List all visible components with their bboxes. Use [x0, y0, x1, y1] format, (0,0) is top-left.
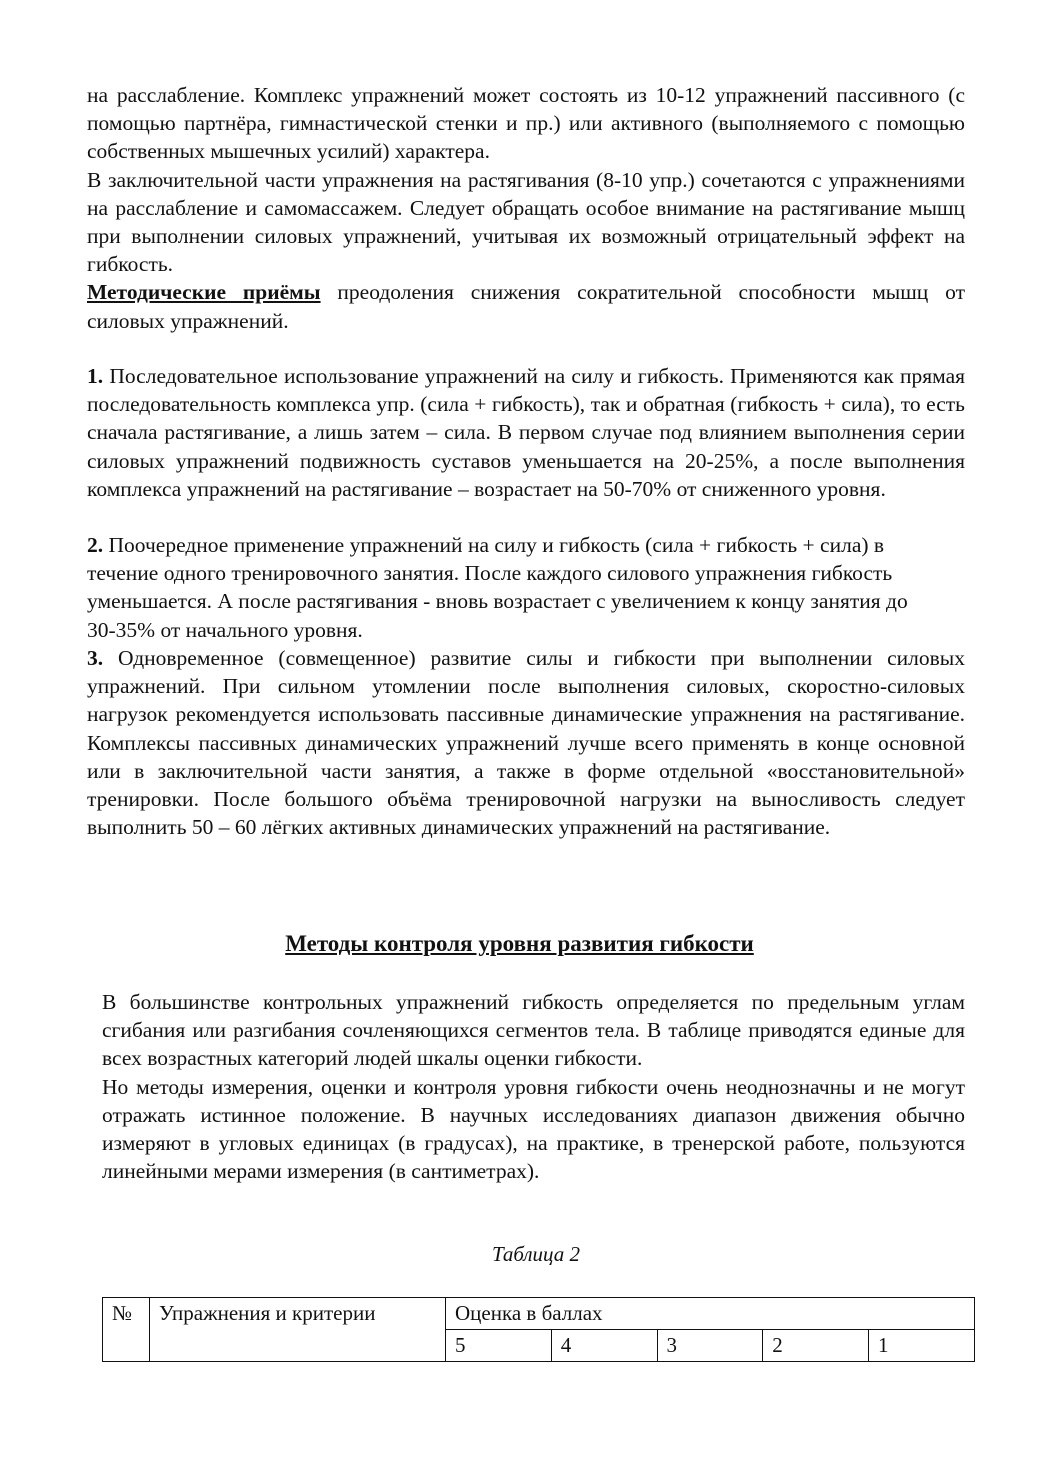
- paragraph-text: преодоления снижения сократительной способности мышц от силовых упражнений.: [87, 280, 965, 333]
- header-cell-number: №: [103, 1298, 150, 1362]
- section-paragraph: [102, 988, 965, 1185]
- numbered-item: [87, 531, 937, 644]
- paragraph-text: В большинстве контрольных упражнений гибкость определяется по предельным углам сгибания или разгибания сочленяющихся сегментов тела. В таблице приводятся единые для всех возрастных категорий людей шкалы оценки гибкости.: [102, 990, 965, 1071]
- section-title: Методы контроля уровня развития гибкости: [285, 931, 754, 956]
- item-number: 2.: [87, 533, 104, 557]
- table-caption: Таблица 2: [491, 1242, 581, 1266]
- score-cell: 1: [869, 1330, 975, 1362]
- paragraph-text: В заключительной части упражнения на растягивания (8-10 упр.) сочетаются с упражнениями на расслабление и самомассажем. Следует обращать особое внимание на растягивание мышц при выполнении силовых упражнений, учитывая их возможный отрицательный эффект на гибкость.: [87, 167, 965, 277]
- numbered-item: [87, 644, 965, 841]
- item-number: 1.: [87, 364, 104, 388]
- paragraph-text: на расслабление. Комплекс упражнений может состоять из 10-12 упражнений пассивного (с помощью партнёра, гимнастической стенки и пр.) или активного (выполняемого с помощью собственных мышечных усилий) характера.: [87, 83, 965, 164]
- item-text: Одновременное (совмещенное) развитие силы и гибкости при выполнении силовых упражнений. При сильном утомлении после выполнения силовых, скоростно-силовых нагрузок рекомендуется использовать пассивные динамические упражнения на растягивание. Комплексы пассивных динамических упражнений лучше всего применять в конце основной или в заключительной части занятия, а также в форме отдельной «восстановительной» тренировки. После большого объёма тренировочной нагрузки на выносливость следует выполнить 50 – 60 лёгких активных динамических упражнений на растягивание.: [87, 646, 965, 840]
- item-text: Поочередное применение упражнений на силу и гибкость (сила + гибкость + сила) в течение одного тренировочного занятия. После каждого силового упражнения гибкость уменьшается. А после растягивания - вновь возрастает с увеличением к концу занятия до 30-35% от начального уровня.: [87, 533, 908, 642]
- item-number: 3.: [87, 646, 104, 670]
- item-text: Последовательное использование упражнений на силу и гибкость. Применяются как прямая последовательность комплекса упр. (сила + гибкость), так и обратная (гибкость + сила), то есть сначала растягивание, а лишь затем – сила. В первом случае под влиянием выполнения серии силовых упражнений подвижность суставов уменьшается на 20-25%, а после выполнения комплекса упражнений на растягивание – возрастает на 50-70% от сниженного уровня.: [87, 364, 965, 501]
- header-cell-criteria: Упражнения и критерии: [150, 1298, 446, 1362]
- score-cell: 4: [551, 1330, 657, 1362]
- paragraph-intro: [87, 81, 965, 335]
- methodical-techniques-heading: Методические приёмы: [87, 280, 321, 305]
- score-cell: 3: [657, 1330, 763, 1362]
- score-cell: 5: [446, 1330, 552, 1362]
- score-cell: 2: [763, 1330, 869, 1362]
- paragraph-text: Но методы измерения, оценки и контроля уровня гибкости очень неоднозначны и не могут отражать истинное положение. В научных исследованиях диапазон движения обычно измеряют в угловых единицах (в градусах), на практике, в тренерской работе, пользуются линейными мерами измерения (в сантиметрах).: [102, 1074, 965, 1184]
- table-row: [103, 1298, 975, 1330]
- header-cell-score: Оценка в баллах: [446, 1298, 975, 1330]
- scores-table: [102, 1297, 975, 1362]
- numbered-item: [87, 362, 965, 503]
